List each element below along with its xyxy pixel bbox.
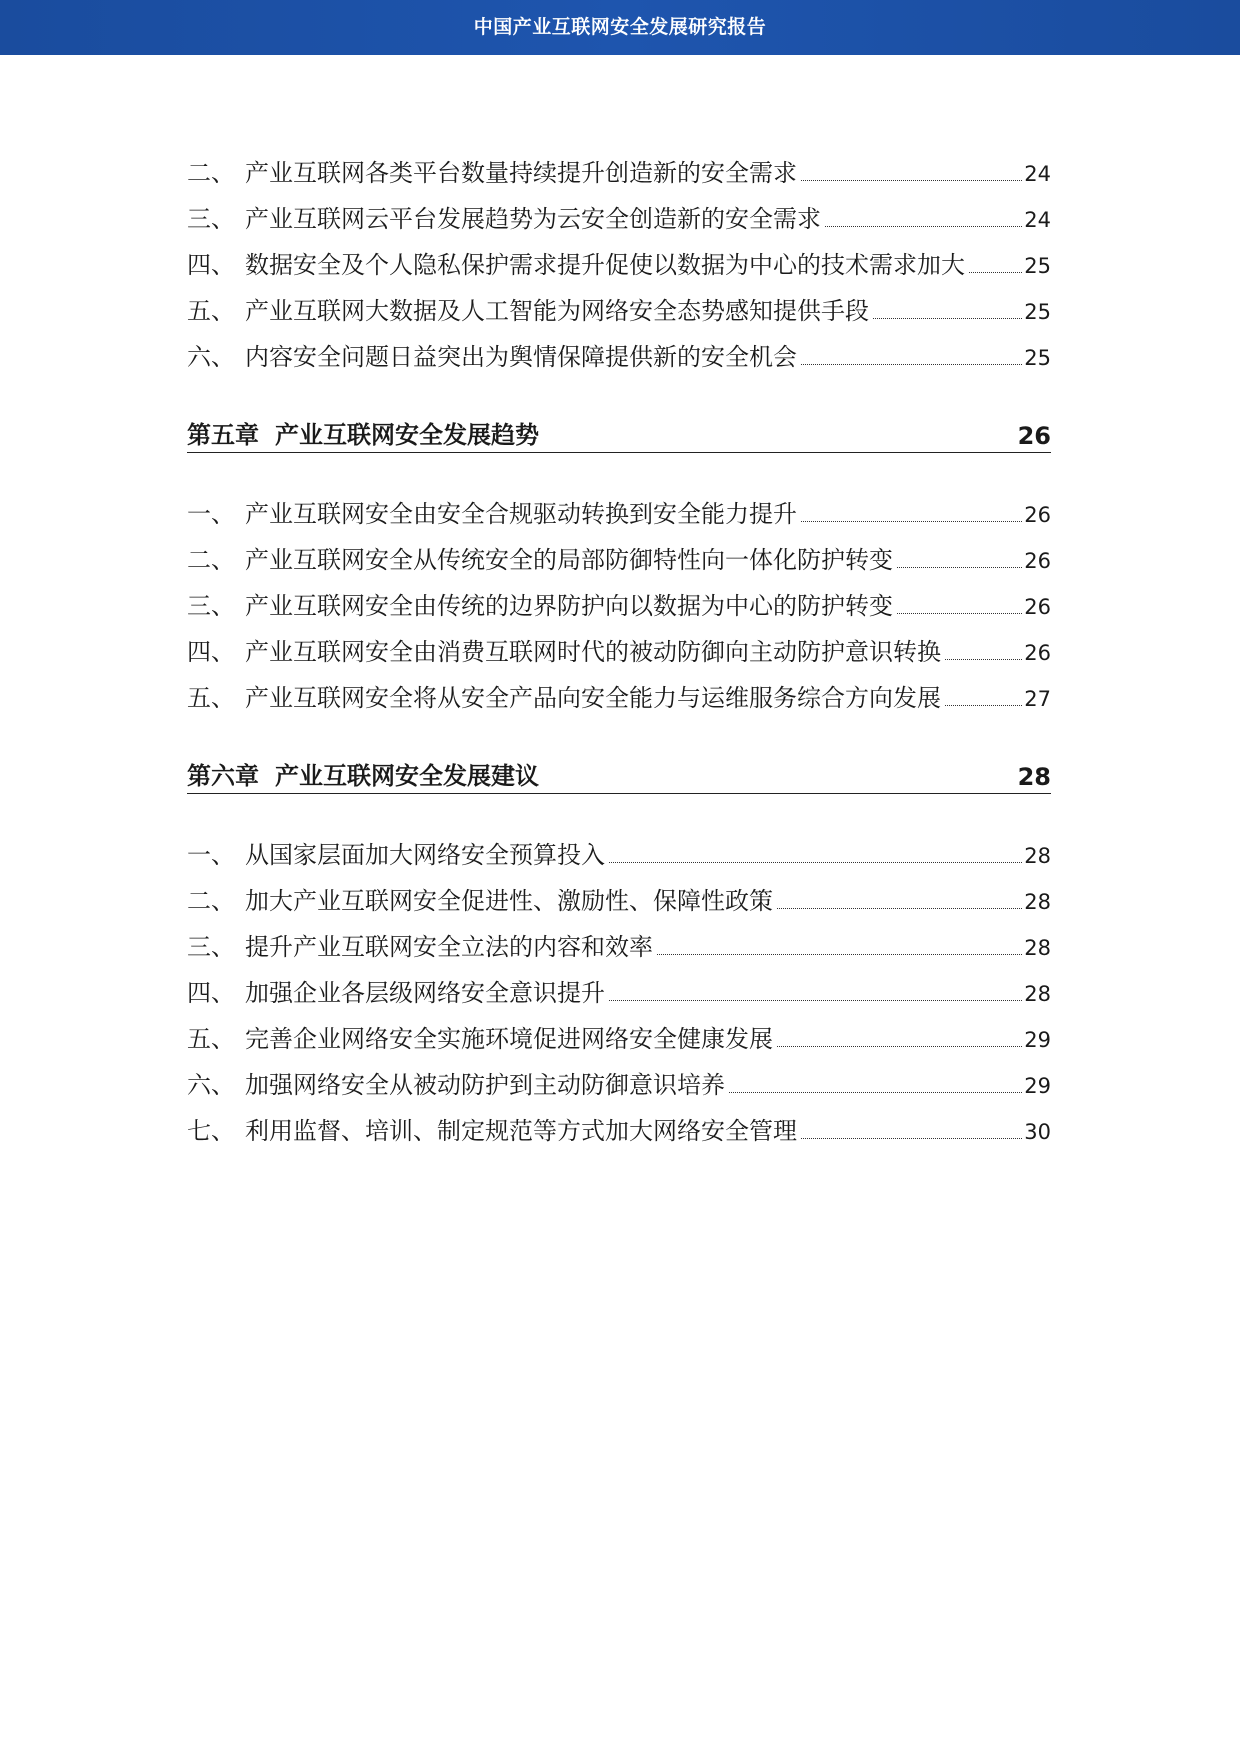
- toc-entry-number: 一、: [187, 841, 235, 869]
- toc-entry-page: 28: [1024, 890, 1051, 914]
- toc-entry[interactable]: [187, 583, 1051, 629]
- toc-entry[interactable]: [187, 924, 1051, 970]
- table-of-contents: [187, 150, 1051, 1154]
- chapter-page: 26: [1017, 422, 1051, 450]
- dot-leader: [969, 272, 1022, 273]
- chapter-title: 产业互联网安全发展趋势: [275, 421, 539, 449]
- toc-entry-number: 四、: [187, 251, 235, 279]
- toc-entry-page: 28: [1024, 844, 1051, 868]
- toc-entry-page: 25: [1024, 254, 1051, 278]
- toc-entry-page: 28: [1024, 982, 1051, 1006]
- dot-leader: [825, 226, 1022, 227]
- toc-entry-number: 一、: [187, 500, 235, 528]
- toc-section-chapter-5: [187, 491, 1051, 721]
- report-header-title: 中国产业互联网安全发展研究报告: [473, 16, 767, 38]
- toc-entry-page: 29: [1024, 1028, 1051, 1052]
- toc-entry-number: 三、: [187, 205, 235, 233]
- toc-entry-title: 内容安全问题日益突出为舆情保障提供新的安全机会: [245, 343, 797, 371]
- toc-entry[interactable]: [187, 537, 1051, 583]
- toc-entry-number: 二、: [187, 546, 235, 574]
- toc-entry-number: 三、: [187, 933, 235, 961]
- toc-entry-title: 提升产业互联网安全立法的内容和效率: [245, 933, 653, 961]
- dot-leader: [945, 705, 1022, 706]
- chapter-page: 28: [1017, 763, 1051, 791]
- toc-entry-number: 六、: [187, 1071, 235, 1099]
- toc-entry-title: 产业互联网安全从传统安全的局部防御特性向一体化防护转变: [245, 546, 893, 574]
- toc-entry[interactable]: [187, 288, 1051, 334]
- toc-entry-title: 产业互联网安全由安全合规驱动转换到安全能力提升: [245, 500, 797, 528]
- dot-leader: [801, 1138, 1022, 1139]
- toc-entry[interactable]: [187, 491, 1051, 537]
- toc-entry[interactable]: [187, 629, 1051, 675]
- toc-entry-page: 24: [1024, 208, 1051, 232]
- toc-entry-page: 26: [1024, 549, 1051, 573]
- toc-entry-title: 产业互联网大数据及人工智能为网络安全态势感知提供手段: [245, 297, 869, 325]
- dot-leader: [657, 954, 1022, 955]
- toc-entry-page: 26: [1024, 595, 1051, 619]
- toc-entry[interactable]: [187, 1108, 1051, 1154]
- toc-entry-number: 七、: [187, 1117, 235, 1145]
- dot-leader: [897, 567, 1022, 568]
- toc-entry-title: 产业互联网安全将从安全产品向安全能力与运维服务综合方向发展: [245, 684, 941, 712]
- dot-leader: [609, 862, 1022, 863]
- toc-entry-number: 五、: [187, 1025, 235, 1053]
- dot-leader: [801, 180, 1022, 181]
- toc-section-continued: [187, 150, 1051, 380]
- chapter-label: 第五章: [187, 421, 259, 449]
- toc-entry[interactable]: [187, 242, 1051, 288]
- toc-entry-page: 28: [1024, 936, 1051, 960]
- toc-entry-title: 加强网络安全从被动防护到主动防御意识培养: [245, 1071, 725, 1099]
- toc-entry-page: 26: [1024, 503, 1051, 527]
- toc-entry-number: 五、: [187, 684, 235, 712]
- toc-entry[interactable]: [187, 1062, 1051, 1108]
- toc-entry[interactable]: [187, 878, 1051, 924]
- toc-entry-number: 六、: [187, 343, 235, 371]
- toc-entry-title: 数据安全及个人隐私保护需求提升促使以数据为中心的技术需求加大: [245, 251, 965, 279]
- toc-entry[interactable]: [187, 334, 1051, 380]
- toc-entry-page: 27: [1024, 687, 1051, 711]
- dot-leader: [729, 1092, 1022, 1093]
- toc-entry[interactable]: [187, 1016, 1051, 1062]
- toc-entry-page: 25: [1024, 346, 1051, 370]
- toc-entry-page: 25: [1024, 300, 1051, 324]
- toc-entry-title: 从国家层面加大网络安全预算投入: [245, 841, 605, 869]
- toc-entry[interactable]: [187, 970, 1051, 1016]
- toc-section-chapter-6: [187, 832, 1051, 1154]
- toc-entry-number: 四、: [187, 638, 235, 666]
- chapter-heading-6[interactable]: [187, 755, 1051, 794]
- dot-leader: [777, 908, 1022, 909]
- dot-leader: [609, 1000, 1022, 1001]
- toc-entry-page: 26: [1024, 641, 1051, 665]
- toc-entry-number: 二、: [187, 159, 235, 187]
- toc-entry-page: 29: [1024, 1074, 1051, 1098]
- toc-entry-title: 产业互联网各类平台数量持续提升创造新的安全需求: [245, 159, 797, 187]
- toc-entry[interactable]: [187, 150, 1051, 196]
- toc-entry[interactable]: [187, 196, 1051, 242]
- chapter-title: 产业互联网安全发展建议: [275, 762, 539, 790]
- dot-leader: [945, 659, 1022, 660]
- toc-entry-title: 产业互联网安全由消费互联网时代的被动防御向主动防护意识转换: [245, 638, 941, 666]
- toc-entry-title: 完善企业网络安全实施环境促进网络安全健康发展: [245, 1025, 773, 1053]
- toc-entry-title: 加强企业各层级网络安全意识提升: [245, 979, 605, 1007]
- dot-leader: [873, 318, 1022, 319]
- dot-leader: [801, 364, 1022, 365]
- toc-entry-page: 24: [1024, 162, 1051, 186]
- toc-entry-number: 五、: [187, 297, 235, 325]
- chapter-heading-5[interactable]: [187, 414, 1051, 453]
- toc-entry-number: 三、: [187, 592, 235, 620]
- dot-leader: [777, 1046, 1022, 1047]
- dot-leader: [897, 613, 1022, 614]
- toc-entry-page: 30: [1024, 1120, 1051, 1144]
- toc-entry[interactable]: [187, 675, 1051, 721]
- toc-entry-title: 利用监督、培训、制定规范等方式加大网络安全管理: [245, 1117, 797, 1145]
- toc-entry-number: 二、: [187, 887, 235, 915]
- toc-entry-title: 产业互联网云平台发展趋势为云安全创造新的安全需求: [245, 205, 821, 233]
- dot-leader: [801, 521, 1022, 522]
- toc-entry[interactable]: [187, 832, 1051, 878]
- chapter-label: 第六章: [187, 762, 259, 790]
- toc-entry-title: 加大产业互联网安全促进性、激励性、保障性政策: [245, 887, 773, 915]
- toc-entry-title: 产业互联网安全由传统的边界防护向以数据为中心的防护转变: [245, 592, 893, 620]
- toc-entry-number: 四、: [187, 979, 235, 1007]
